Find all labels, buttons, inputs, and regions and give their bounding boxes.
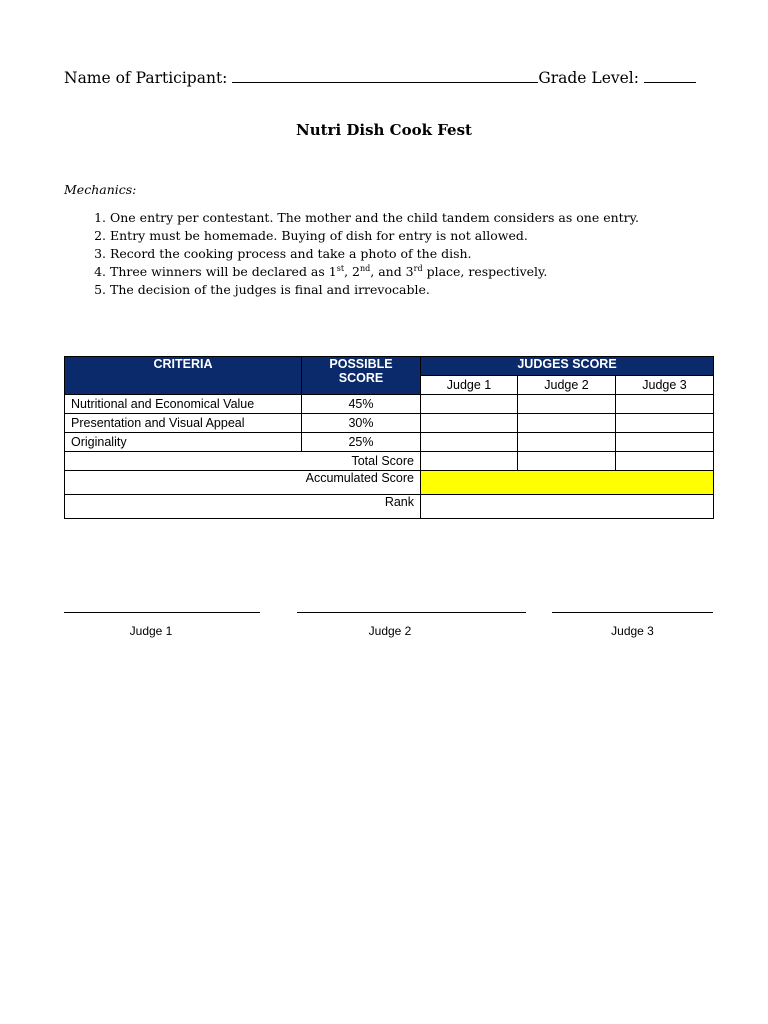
table-row xyxy=(65,414,714,433)
judge1-signature-label: Judge 1 xyxy=(129,624,173,638)
name-label: Name of Participant: xyxy=(64,69,228,87)
accumulated-score-label: Accumulated Score xyxy=(65,471,421,495)
judge1-score-cell[interactable] xyxy=(421,395,518,414)
list-item: 3. Record the cooking process and take a photo of the dish. xyxy=(110,245,750,263)
judge3-signature-line[interactable] xyxy=(552,612,713,613)
score-cell: 45% xyxy=(302,395,421,414)
judge1-header: Judge 1 xyxy=(421,376,518,395)
criteria-cell: Originality xyxy=(65,433,302,452)
grade-label: Grade Level: xyxy=(538,69,639,87)
criteria-header: CRITERIA xyxy=(65,357,302,395)
judge2-signature-label: Judge 2 xyxy=(368,624,412,638)
list-item: 5. The decision of the judges is final and irrevocable. xyxy=(110,281,750,299)
judge1-total-cell[interactable] xyxy=(421,452,518,471)
criteria-cell: Presentation and Visual Appeal xyxy=(65,414,302,433)
judge3-score-cell[interactable] xyxy=(616,395,714,414)
judge2-total-cell[interactable] xyxy=(518,452,616,471)
score-cell: 25% xyxy=(302,433,421,452)
participant-header xyxy=(64,68,714,87)
grade-blank[interactable] xyxy=(644,68,696,83)
judge2-score-cell[interactable] xyxy=(518,414,616,433)
name-blank[interactable] xyxy=(232,68,538,83)
possible-score-header: POSSIBLE SCORE xyxy=(302,357,421,395)
score-cell: 30% xyxy=(302,414,421,433)
list-item: 4. Three winners will be declared as 1st, 2nd, and 3rd place, respectively. xyxy=(110,263,750,281)
judge3-total-cell[interactable] xyxy=(616,452,714,471)
list-item: 1. One entry per contestant. The mother and the child tandem considers as one entry. xyxy=(110,209,750,227)
judge3-signature-label: Judge 3 xyxy=(611,624,654,638)
score-table xyxy=(64,356,714,519)
mechanics-list xyxy=(64,209,750,299)
judge3-score-cell[interactable] xyxy=(616,433,714,452)
accumulated-row xyxy=(65,471,714,495)
judge1-score-cell[interactable] xyxy=(421,414,518,433)
rank-row xyxy=(65,495,714,519)
table-row xyxy=(65,433,714,452)
criteria-cell: Nutritional and Economical Value xyxy=(65,395,302,414)
rank-cell[interactable] xyxy=(421,495,714,519)
judge3-score-cell[interactable] xyxy=(616,414,714,433)
judge3-header: Judge 3 xyxy=(616,376,714,395)
list-item: 2. Entry must be homemade. Buying of dish for entry is not allowed. xyxy=(110,227,750,245)
judge2-score-cell[interactable] xyxy=(518,433,616,452)
accumulated-score-cell[interactable] xyxy=(421,471,714,495)
total-score-label: Total Score xyxy=(65,452,421,471)
total-row xyxy=(65,452,714,471)
rank-label: Rank xyxy=(65,495,421,519)
page-title: Nutri Dish Cook Fest xyxy=(296,121,472,139)
judge1-signature-line[interactable] xyxy=(64,612,260,613)
judges-score-header: JUDGES SCORE xyxy=(421,357,714,376)
judge2-header: Judge 2 xyxy=(518,376,616,395)
judge2-score-cell[interactable] xyxy=(518,395,616,414)
mechanics-label: Mechanics: xyxy=(64,182,137,197)
judge1-score-cell[interactable] xyxy=(421,433,518,452)
judge2-signature-line[interactable] xyxy=(297,612,526,613)
table-row xyxy=(65,395,714,414)
